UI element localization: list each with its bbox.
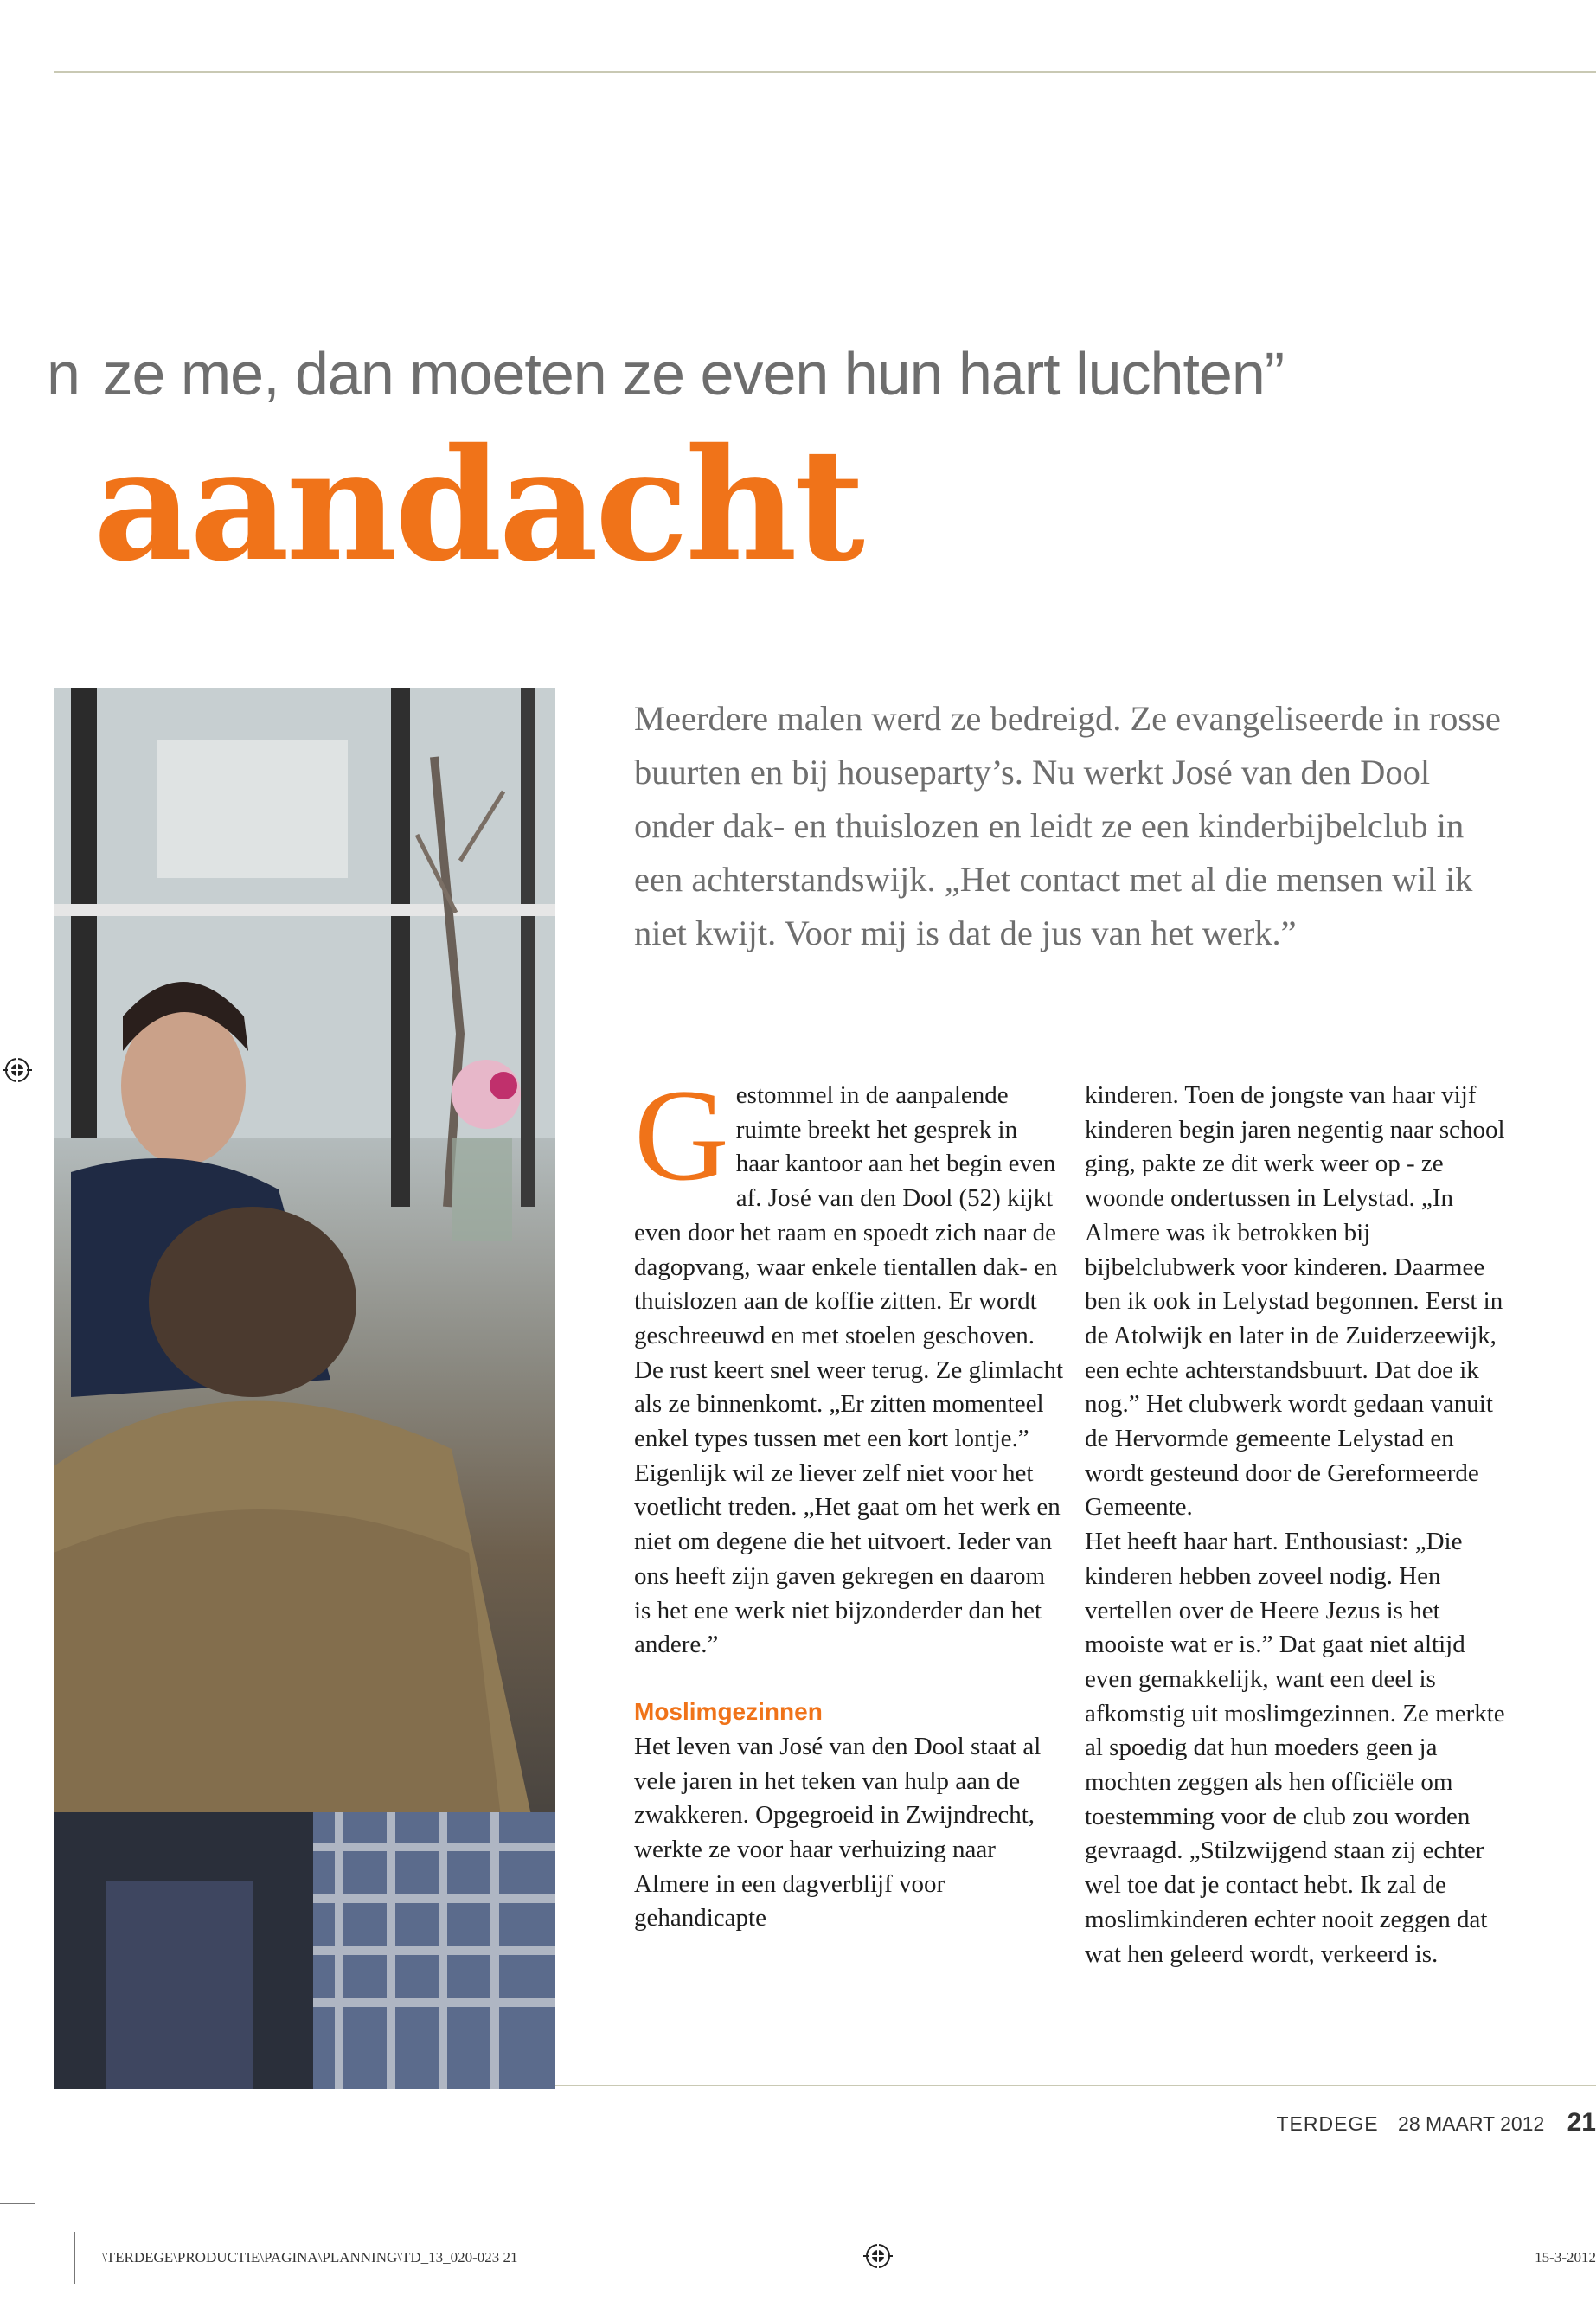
pull-quote-text: ze me, dan moeten ze even hun hart luchten”	[102, 340, 1285, 407]
issue-date: 28 MAART 2012	[1398, 2112, 1545, 2135]
paragraph: kinderen. Toen de jongste van haar vijf kinderen begin jaren negentig naar school ging, pakte ze dit werk weer op - ze woonde ondertussen in Lelystad. „In Almere was ik betrokken bij bijbelclubwerk voor kinderen. Daarmee ben ik ook in Lelystad begonnen. Eerst in de Atolwijk en later in de Zuiderzeewijk, een echte achterstandsbuurt. Dat doe ik nog.” Het clubwerk wordt gedaan vanuit de Hervormde gemeente Lelystad en wordt gesteund door de Gereformeerde Gemeente.	[1085, 1081, 1505, 1522]
registration-mark-icon	[863, 2241, 893, 2271]
slug-date: 15-3-2012	[1535, 2249, 1596, 2266]
slug-file-path: \TERDEGE\PRODUCTIE\PAGINA\PLANNING\TD_13_020-023 21	[102, 2249, 518, 2266]
paragraph: Eigenlijk wil ze liever zelf niet voor het voetlicht treden. „Het gaat om het werk en niet om degene die het uitvoert. Ieder van ons heeft zijn gaven gekregen en daarom is het ene werk niet bijzonderder dan het andere.”	[634, 1458, 1061, 1659]
section-subhead: Moslimgezinnen	[634, 1697, 823, 1725]
page-number: 21	[1567, 2108, 1596, 2137]
paragraph	[634, 1062, 1067, 1457]
paragraph-text: estommel in de aanpalende ruimte breekt het gesprek in haar kantoor aan het begin even af. José van den Dool (52) kijkt even door het raam en spoedt zich naar de dagopvang, waar enkele tientallen dak- en thuislozen aan de koffie zitten. Er wordt geschreeuwd en met stoelen geschoven. De rust keert snel weer terug. Ze glimlacht als ze binnenkomt. „Er zitten momenteel enkel types tussen met een kort lontje.”	[634, 1081, 1064, 1453]
paragraph: Het leven van José van den Dool staat al vele jaren in het teken van hulp aan de zwakkeren. Opgegroeid in Zwijndrecht, werkte ze voor haar verhuizing naar Almere in een dagverblijf voor gehandicapte	[634, 1732, 1042, 1932]
article-column-2	[1085, 1079, 1517, 1971]
registration-mark-icon	[3, 1055, 32, 1085]
pull-quote	[47, 339, 1517, 408]
magazine-name: TERDEGE	[1276, 2112, 1379, 2135]
drop-cap: G	[634, 1062, 729, 1208]
page-footer	[1276, 2108, 1596, 2138]
trim-mark	[0, 2203, 35, 2204]
photo-illustration	[54, 688, 555, 2089]
article-intro: Meerdere malen werd ze bedreigd. Ze evangeliseerde in rosse buurten en bij houseparty’s. Nu werkt José van den Dool onder dak- en thuislozen en leidt ze een kinderbijbelclub in een achterstandswijk. „Het contact met al die mensen wil ik niet kwijt. Voor mij is dat de jus van het werk.”	[634, 699, 1501, 952]
article-column-1	[634, 1062, 1067, 1936]
article-photo	[54, 688, 555, 2089]
headline: aandacht	[93, 414, 862, 595]
pull-quote-clipped-start: n	[47, 340, 80, 407]
paragraph: Het heeft haar hart. Enthousiast: „Die kinderen hebben zoveel nodig. Hen vertellen over de Heere Jezus is het mooiste wat er is.” Dat gaat niet altijd even gemakkelijk, want een deel is afkomstig uit moslimgezinnen. Ze merkte al spoedig dat hun moeders geen ja mochten zeggen als hen officiële om toestemming voor de club zou worden gevraagd. „Stilzwijgend staan zij echter wel toe dat je contact hebt. Ik zal de moslimkinderen echter nooit zeggen dat wat hen geleerd wordt, verkeerd is.	[1085, 1528, 1505, 1968]
trim-mark	[74, 2232, 75, 2284]
